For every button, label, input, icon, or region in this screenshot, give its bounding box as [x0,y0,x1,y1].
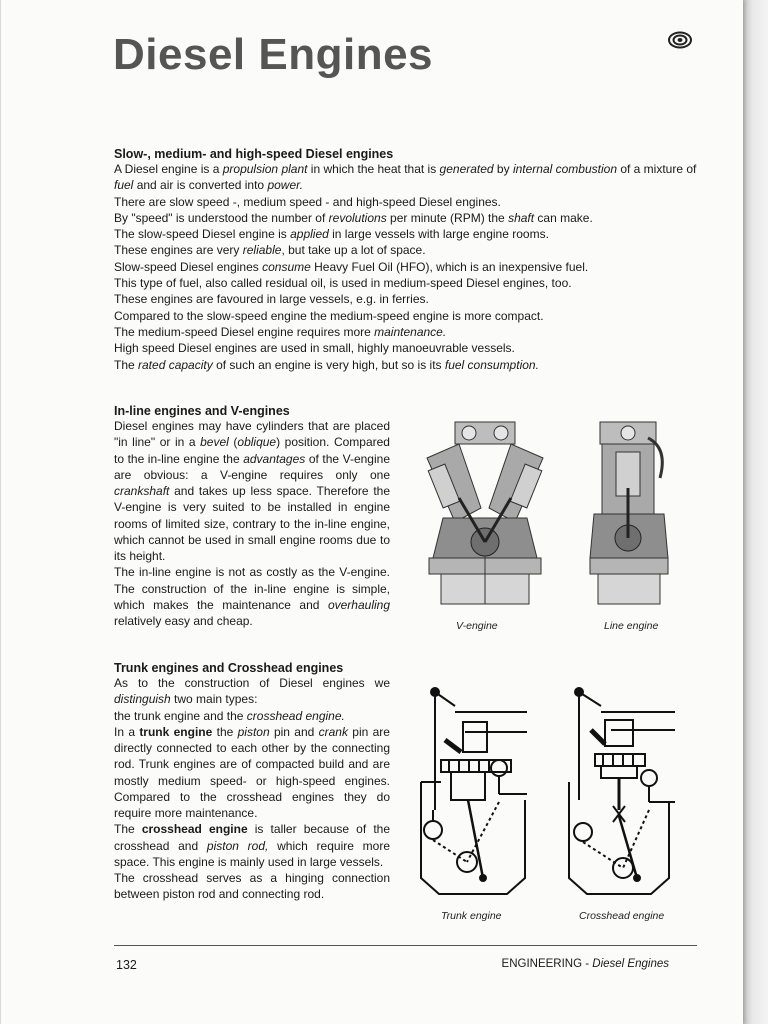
section-trunk-crosshead [114,661,390,903]
paragraph: As to the construction of Diesel engines we distinguish two main types: [114,676,390,707]
section-heading: Slow-, medium- and high-speed Diesel engines [114,147,394,161]
paragraph: the trunk engine and the crosshead engine. [114,708,345,723]
trunk-engine-diagram [415,682,535,904]
paragraph: Diesel engines may have cylinders that are placed "in line" or in a bevel (oblique) position. Compared to the in-line engine the advantages of the V-engine are obvious: a V-engine requires only one crankshaft and takes up less space. Therefore the V-engine is very suited to be installed in engine rooms of limited size, contrary to the in-line engine, which cannot be used in small engine rooms due to its height. [114,419,390,563]
paragraph: High speed Diesel engines are used in small, highly manoeuvrable vessels. [114,341,515,356]
line-engine-illustration [586,418,672,614]
paragraph: Slow-speed Diesel engines consume Heavy Fuel Oil (HFO), which is an inexpensive fuel. [114,259,589,274]
paragraph: The crosshead serves as a hinging connection between piston rod and connecting rod. [114,871,390,902]
figure-caption: Line engine [604,620,659,632]
paragraph: This type of fuel, also called residual oil, is used in medium-speed Diesel engines, too. [114,276,572,291]
section-heading: Trunk engines and Crosshead engines [114,661,344,675]
page-number: 132 [116,958,137,972]
paragraph: The crosshead engine is taller because of the crosshead and piston rod, which require more space. This engine is mainly used in large vessels. [114,822,390,869]
paragraph: These engines are favoured in large vessels, e.g. in ferries. [114,292,429,307]
eye-logo-icon [668,31,692,49]
paragraph: There are slow speed -, medium speed - and high-speed Diesel engines. [114,194,501,209]
paragraph: The rated capacity of such an engine is very high, but so is its fuel consumption. [114,357,539,372]
paragraph: In a trunk engine the piston pin and crank pin are directly connected to each other by the connecting rod. Trunk engines are of compacted build and are mostly medium speed- or high-speed engines. Compared to the crosshead engines they do require more maintenance. [114,724,390,820]
paragraph: A Diesel engine is a propulsion plant in which the heat that is generated by internal combustion of a mixture of fuel and air is converted into power. [114,162,697,193]
paragraph: Compared to the slow-speed engine the medium-speed engine is more compact. [114,308,544,323]
figure-caption: Crosshead engine [579,910,665,922]
figure-caption: Trunk engine [441,910,502,922]
figure-caption: V-engine [456,620,498,632]
crosshead-engine-diagram [561,682,683,904]
page-title: Diesel Engines [113,30,434,79]
section-inline-v-engines [114,404,390,629]
v-engine-illustration [419,418,551,614]
page-edge [742,0,768,1024]
paragraph: The medium-speed Diesel engine requires more maintenance. [114,324,447,339]
paragraph: By "speed" is understood the number of revolutions per minute (RPM) the shaft can make. [114,210,593,225]
section-speed-types [114,147,699,373]
paragraph: The in-line engine is not as costly as the V-engine. The construction of the in-line engine is simple, which makes the maintenance and overhauling relatively easy and cheap. [114,565,390,628]
section-heading: In-line engines and V-engines [114,404,290,418]
paragraph: These engines are very reliable, but take up a lot of space. [114,243,426,258]
running-footer: ENGINEERING - Diesel Engines [501,958,669,970]
paragraph: The slow-speed Diesel engine is applied in large vessels with large engine rooms. [114,227,549,242]
footer-divider [114,945,697,946]
